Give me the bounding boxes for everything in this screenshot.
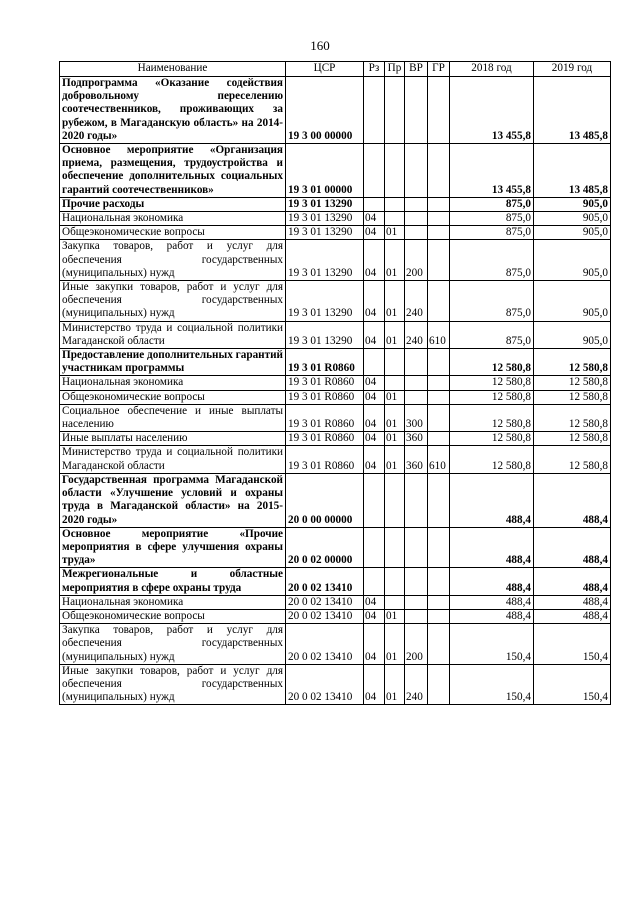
cell-2019: 488,4	[534, 568, 611, 595]
cell-name: Предоставление дополнительных гарантий участникам программы	[60, 349, 286, 376]
cell-rz: 04	[364, 281, 385, 322]
cell-2018: 875,0	[450, 212, 534, 226]
cell-pr	[385, 212, 405, 226]
table-row	[60, 144, 611, 198]
cell-csr: 19 3 00 00000	[286, 77, 364, 144]
header-row	[60, 62, 611, 77]
cell-2018: 488,4	[450, 473, 534, 527]
cell-pr	[385, 77, 405, 144]
cell-2019: 12 580,8	[534, 390, 611, 404]
cell-vr	[405, 77, 428, 144]
cell-2018: 875,0	[450, 321, 534, 348]
cell-pr: 01	[385, 446, 405, 473]
table-row	[60, 624, 611, 665]
cell-pr: 01	[385, 321, 405, 348]
cell-rz: 04	[364, 432, 385, 446]
cell-2018: 488,4	[450, 609, 534, 623]
cell-name: Иные выплаты населению	[60, 432, 286, 446]
cell-csr: 19 3 01 R0860	[286, 404, 364, 431]
cell-vr	[405, 212, 428, 226]
cell-2019: 905,0	[534, 321, 611, 348]
cell-2018: 488,4	[450, 568, 534, 595]
cell-name: Межрегиональные и областные мероприятия в сфере охраны труда	[60, 568, 286, 595]
cell-name: Министерство труда и социальной политики Магаданской области	[60, 446, 286, 473]
table-row	[60, 446, 611, 473]
cell-gr	[428, 568, 450, 595]
cell-vr: 240	[405, 321, 428, 348]
cell-2019: 150,4	[534, 624, 611, 665]
cell-pr	[385, 595, 405, 609]
header-csr: ЦСР	[286, 62, 364, 77]
cell-gr: 610	[428, 446, 450, 473]
cell-gr	[428, 664, 450, 705]
cell-pr: 01	[385, 281, 405, 322]
cell-gr	[428, 226, 450, 240]
cell-gr	[428, 404, 450, 431]
table-row	[60, 664, 611, 705]
cell-2019: 488,4	[534, 527, 611, 568]
cell-pr	[385, 349, 405, 376]
cell-rz	[364, 527, 385, 568]
cell-csr: 19 3 01 13290	[286, 240, 364, 281]
cell-gr	[428, 212, 450, 226]
cell-csr: 20 0 02 13410	[286, 609, 364, 623]
cell-2018: 13 455,8	[450, 77, 534, 144]
cell-name: Государственная программа Магаданской области «Улучшение условий и охраны труда в Магаданской области» на 2015-2020 годы»	[60, 473, 286, 527]
cell-gr	[428, 77, 450, 144]
cell-rz: 04	[364, 212, 385, 226]
table-row	[60, 568, 611, 595]
cell-2018: 12 580,8	[450, 404, 534, 431]
cell-csr: 19 3 01 R0860	[286, 376, 364, 390]
cell-vr: 300	[405, 404, 428, 431]
cell-name: Национальная экономика	[60, 595, 286, 609]
cell-csr: 19 3 01 13290	[286, 212, 364, 226]
cell-csr: 20 0 02 00000	[286, 527, 364, 568]
cell-vr	[405, 197, 428, 211]
cell-name: Закупка товаров, работ и услуг для обеспечения государственных (муниципальных) нужд	[60, 240, 286, 281]
cell-vr	[405, 595, 428, 609]
cell-2018: 12 580,8	[450, 432, 534, 446]
cell-2018: 12 580,8	[450, 376, 534, 390]
cell-rz: 04	[364, 226, 385, 240]
header-gr: ГР	[428, 62, 450, 77]
cell-2018: 12 580,8	[450, 390, 534, 404]
table-row	[60, 281, 611, 322]
cell-vr: 360	[405, 446, 428, 473]
cell-gr	[428, 197, 450, 211]
cell-2018: 13 455,8	[450, 144, 534, 198]
cell-name: Основное мероприятие «Прочие мероприятия в сфере улучшения охраны труда»	[60, 527, 286, 568]
cell-vr: 200	[405, 240, 428, 281]
table-row	[60, 349, 611, 376]
cell-2019: 905,0	[534, 226, 611, 240]
cell-name: Министерство труда и социальной политики Магаданской области	[60, 321, 286, 348]
table-row	[60, 609, 611, 623]
cell-gr	[428, 432, 450, 446]
cell-pr: 01	[385, 609, 405, 623]
cell-gr: 610	[428, 321, 450, 348]
cell-2019: 12 580,8	[534, 376, 611, 390]
cell-vr	[405, 568, 428, 595]
cell-2019: 13 485,8	[534, 77, 611, 144]
cell-name: Иные закупки товаров, работ и услуг для обеспечения государственных (муниципальных) нужд	[60, 664, 286, 705]
cell-rz	[364, 473, 385, 527]
cell-2018: 150,4	[450, 664, 534, 705]
cell-vr	[405, 226, 428, 240]
cell-vr	[405, 376, 428, 390]
cell-gr	[428, 595, 450, 609]
cell-rz: 04	[364, 446, 385, 473]
cell-pr: 01	[385, 404, 405, 431]
cell-pr	[385, 568, 405, 595]
cell-gr	[428, 473, 450, 527]
header-name: Наименование	[60, 62, 286, 77]
cell-2019: 905,0	[534, 197, 611, 211]
cell-name: Национальная экономика	[60, 212, 286, 226]
cell-name: Общеэкономические вопросы	[60, 609, 286, 623]
table-row	[60, 77, 611, 144]
cell-rz: 04	[364, 609, 385, 623]
cell-2019: 150,4	[534, 664, 611, 705]
cell-gr	[428, 527, 450, 568]
cell-csr: 19 3 01 13290	[286, 197, 364, 211]
cell-rz	[364, 77, 385, 144]
header-vr: ВР	[405, 62, 428, 77]
cell-rz: 04	[364, 240, 385, 281]
cell-vr	[405, 609, 428, 623]
cell-csr: 20 0 02 13410	[286, 595, 364, 609]
header-2018: 2018 год	[450, 62, 534, 77]
header-pr: Пр	[385, 62, 405, 77]
cell-name: Иные закупки товаров, работ и услуг для обеспечения государственных (муниципальных) нужд	[60, 281, 286, 322]
cell-pr: 01	[385, 240, 405, 281]
cell-2019: 12 580,8	[534, 349, 611, 376]
cell-2019: 12 580,8	[534, 432, 611, 446]
cell-2019: 488,4	[534, 609, 611, 623]
cell-2019: 488,4	[534, 595, 611, 609]
table-row	[60, 404, 611, 431]
cell-rz: 04	[364, 595, 385, 609]
cell-name: Общеэкономические вопросы	[60, 390, 286, 404]
cell-name: Общеэкономические вопросы	[60, 226, 286, 240]
cell-name: Прочие расходы	[60, 197, 286, 211]
cell-name: Закупка товаров, работ и услуг для обеспечения государственных (муниципальных) нужд	[60, 624, 286, 665]
cell-gr	[428, 390, 450, 404]
cell-csr: 19 3 01 00000	[286, 144, 364, 198]
cell-gr	[428, 609, 450, 623]
cell-gr	[428, 349, 450, 376]
cell-2019: 12 580,8	[534, 404, 611, 431]
cell-2018: 488,4	[450, 527, 534, 568]
cell-csr: 19 3 01 R0860	[286, 349, 364, 376]
cell-gr	[428, 624, 450, 665]
cell-name: Национальная экономика	[60, 376, 286, 390]
cell-gr	[428, 240, 450, 281]
cell-2018: 12 580,8	[450, 446, 534, 473]
header-rz: Рз	[364, 62, 385, 77]
cell-2019: 905,0	[534, 240, 611, 281]
cell-2019: 488,4	[534, 473, 611, 527]
cell-pr	[385, 527, 405, 568]
table-row	[60, 595, 611, 609]
cell-csr: 20 0 00 00000	[286, 473, 364, 527]
table-row	[60, 432, 611, 446]
cell-pr: 01	[385, 226, 405, 240]
cell-vr: 240	[405, 664, 428, 705]
cell-csr: 19 3 01 R0860	[286, 446, 364, 473]
cell-csr: 20 0 02 13410	[286, 568, 364, 595]
table-body	[60, 77, 611, 705]
table-row	[60, 226, 611, 240]
table-row	[60, 473, 611, 527]
cell-2018: 12 580,8	[450, 349, 534, 376]
cell-pr: 01	[385, 624, 405, 665]
table-row	[60, 527, 611, 568]
cell-2019: 13 485,8	[534, 144, 611, 198]
cell-vr	[405, 527, 428, 568]
cell-rz	[364, 144, 385, 198]
cell-rz: 04	[364, 404, 385, 431]
cell-csr: 19 3 01 R0860	[286, 390, 364, 404]
cell-2018: 150,4	[450, 624, 534, 665]
header-2019: 2019 год	[534, 62, 611, 77]
cell-2018: 875,0	[450, 281, 534, 322]
cell-2019: 12 580,8	[534, 446, 611, 473]
table-row	[60, 212, 611, 226]
cell-rz	[364, 197, 385, 211]
cell-rz	[364, 349, 385, 376]
cell-gr	[428, 376, 450, 390]
table-row	[60, 321, 611, 348]
cell-2018: 875,0	[450, 240, 534, 281]
cell-csr: 19 3 01 R0860	[286, 432, 364, 446]
cell-2018: 875,0	[450, 226, 534, 240]
table-row	[60, 197, 611, 211]
cell-csr: 19 3 01 13290	[286, 321, 364, 348]
cell-pr: 01	[385, 664, 405, 705]
cell-2018: 488,4	[450, 595, 534, 609]
cell-pr: 01	[385, 432, 405, 446]
cell-name: Подпрограмма «Оказание содействия добровольному переселению соотечественников, проживающих за рубежом, в Магаданскую область» на 2014-2020 годы»	[60, 77, 286, 144]
cell-2019: 905,0	[534, 281, 611, 322]
cell-gr	[428, 144, 450, 198]
page-number: 160	[310, 38, 330, 53]
cell-pr: 01	[385, 390, 405, 404]
cell-vr: 240	[405, 281, 428, 322]
cell-rz: 04	[364, 321, 385, 348]
cell-name: Социальное обеспечение и иные выплаты населению	[60, 404, 286, 431]
cell-2018: 875,0	[450, 197, 534, 211]
cell-vr	[405, 349, 428, 376]
table-row	[60, 390, 611, 404]
cell-rz	[364, 568, 385, 595]
cell-vr	[405, 473, 428, 527]
cell-2019: 905,0	[534, 212, 611, 226]
cell-pr	[385, 376, 405, 390]
cell-pr	[385, 197, 405, 211]
table-row	[60, 240, 611, 281]
cell-rz: 04	[364, 376, 385, 390]
cell-rz: 04	[364, 390, 385, 404]
cell-vr: 360	[405, 432, 428, 446]
cell-csr: 20 0 02 13410	[286, 624, 364, 665]
cell-name: Основное мероприятие «Организация приема, размещения, трудоустройства и обеспечение дополнительных социальных гарантий соотечественников»	[60, 144, 286, 198]
cell-rz: 04	[364, 664, 385, 705]
cell-vr	[405, 144, 428, 198]
cell-gr	[428, 281, 450, 322]
budget-table	[59, 61, 611, 705]
cell-vr: 200	[405, 624, 428, 665]
cell-pr	[385, 144, 405, 198]
cell-vr	[405, 390, 428, 404]
cell-rz: 04	[364, 624, 385, 665]
table-row	[60, 376, 611, 390]
cell-pr	[385, 473, 405, 527]
cell-csr: 19 3 01 13290	[286, 226, 364, 240]
cell-csr: 19 3 01 13290	[286, 281, 364, 322]
cell-csr: 20 0 02 13410	[286, 664, 364, 705]
